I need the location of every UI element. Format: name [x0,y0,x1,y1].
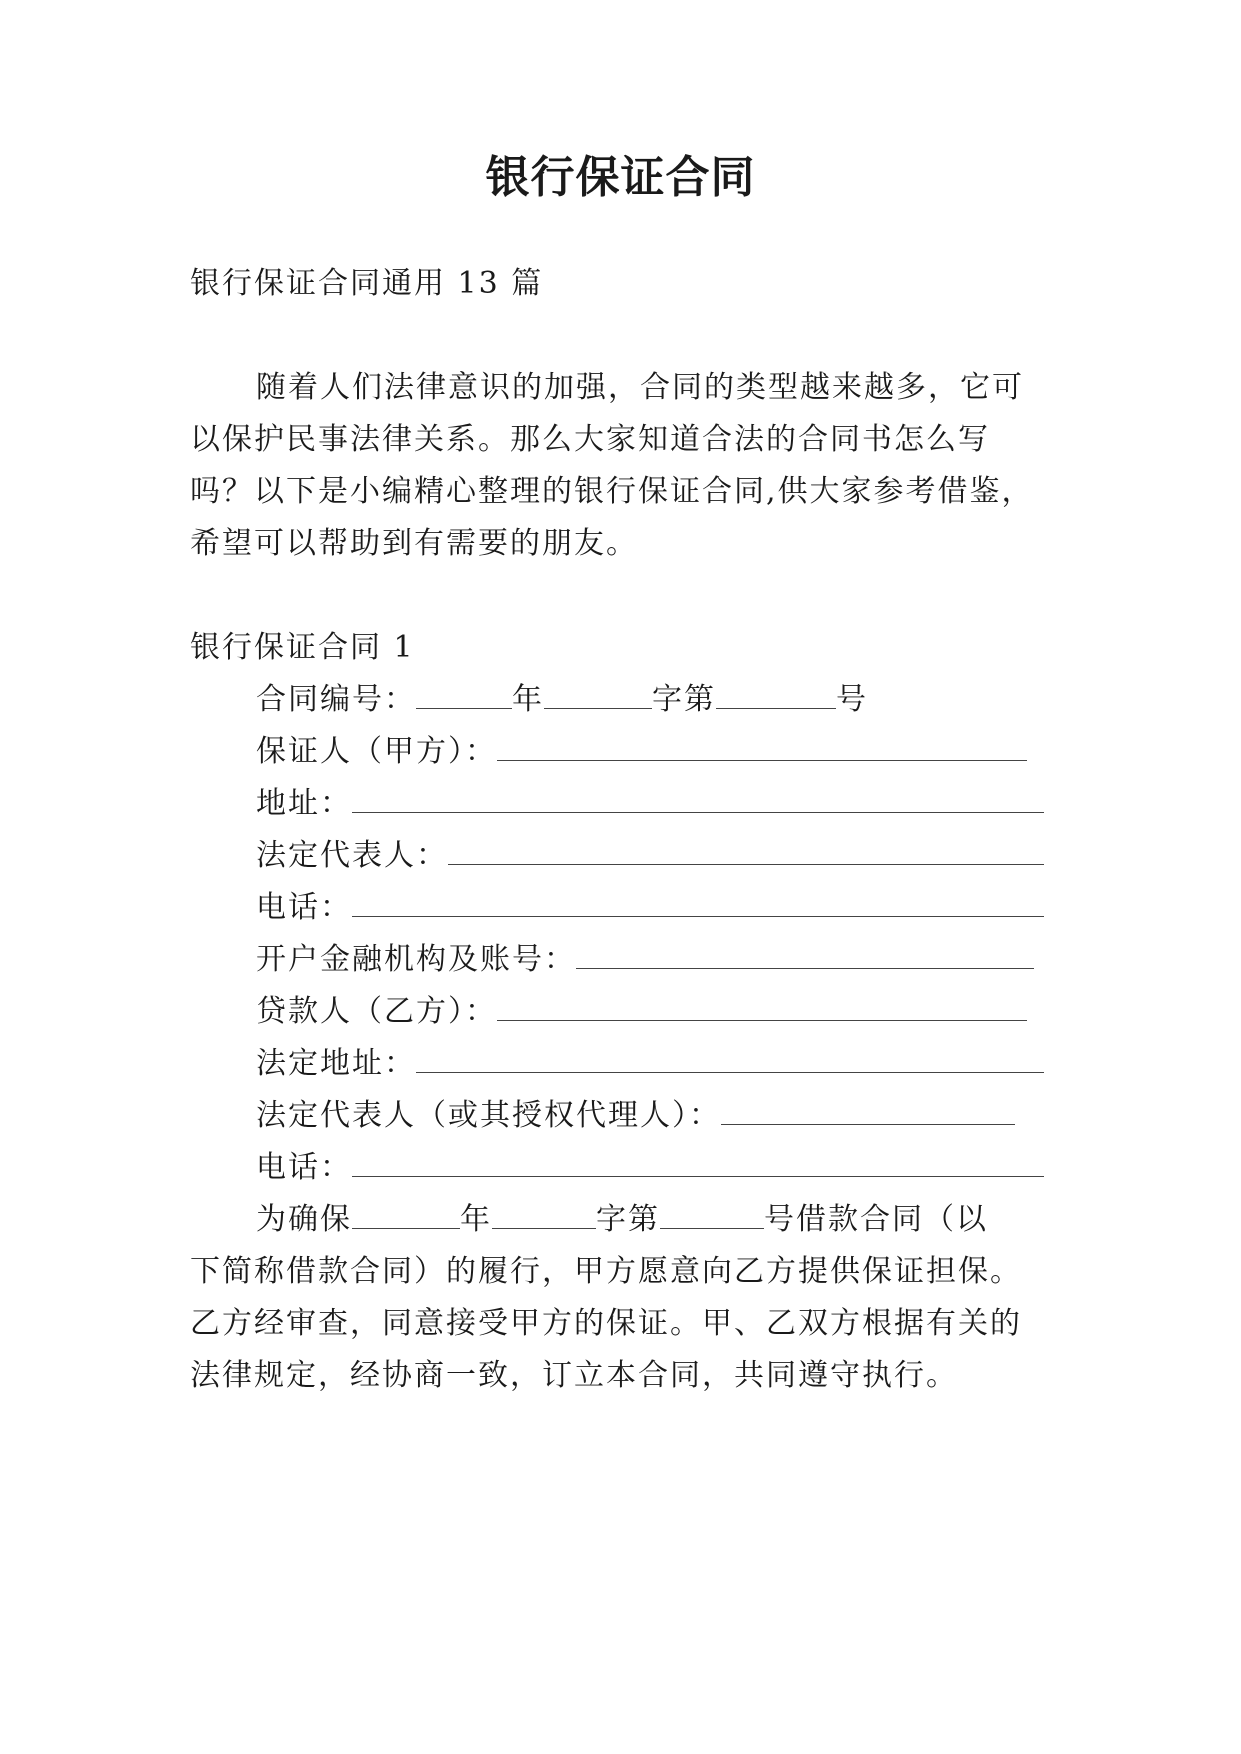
blank-line [448,840,1044,865]
blank-line [416,1048,1044,1073]
blank-line [352,1152,1044,1177]
contract-number-line [256,678,868,722]
blank-line [352,892,1044,917]
blank-line [576,944,1034,969]
clause-line-3: 乙方经审查，同意接受甲方的保证。甲、乙双方根据有关的 [190,1306,1022,1341]
clause-text: 字第 [596,1202,660,1237]
field-legal-rep [256,834,1044,878]
clause-line-1 [256,1198,988,1242]
field-label: 法定代表人（或其授权代理人）： [256,1098,721,1133]
field-label: 法定地址： [256,1046,416,1081]
blank-line [660,1204,764,1229]
field-label: 地址： [256,786,352,821]
intro-line-3: 吗？以下是小编精心整理的银行保证合同,供大家参考借鉴， [190,474,1034,509]
clause-line-4: 法律规定，经协商一致，订立本合同，共同遵守执行。 [190,1358,958,1393]
field-address [256,782,1044,826]
field-legal-rep-agent [256,1094,1015,1138]
clause-text: 为确保 [256,1202,352,1237]
contract-number-hao: 号 [836,682,868,717]
intro-line-2: 以保护民事法律关系。那么大家知道合法的合同书怎么写 [190,422,990,457]
field-bank-account [256,938,1034,982]
document-subtitle: 银行保证合同通用 13 篇 [190,266,544,301]
contract-number-year: 年 [512,682,544,717]
field-label: 法定代表人： [256,838,448,873]
blank-line [544,684,652,709]
clause-text: 号借款合同（以 [764,1202,988,1237]
blank-line [352,1204,460,1229]
blank-line [716,684,836,709]
field-label: 保证人（甲方）： [256,734,497,769]
section-heading: 银行保证合同 1 [190,630,415,665]
document-title: 银行保证合同 [485,152,756,203]
field-label: 电话： [256,890,352,925]
clause-text: 年 [460,1202,492,1237]
contract-number-label: 合同编号： [256,682,416,717]
blank-line [492,1204,596,1229]
blank-line [416,684,512,709]
blank-line [352,788,1044,813]
field-guarantor [256,730,1027,774]
blank-line [721,1100,1015,1125]
field-label: 贷款人（乙方）： [256,994,497,1029]
field-legal-address [256,1042,1044,1086]
field-phone [256,886,1044,930]
blank-line [497,996,1027,1021]
intro-line-1: 随着人们法律意识的加强，合同的类型越来越多，它可 [256,370,1024,405]
clause-line-2: 下简称借款合同）的履行，甲方愿意向乙方提供保证担保。 [190,1254,1022,1289]
field-label: 电话： [256,1150,352,1185]
intro-line-4: 希望可以帮助到有需要的朋友。 [190,526,638,561]
field-label: 开户金融机构及账号： [256,942,576,977]
blank-line [497,736,1027,761]
field-phone-2 [256,1146,1044,1190]
contract-number-zi: 字第 [652,682,716,717]
field-lender [256,990,1027,1034]
